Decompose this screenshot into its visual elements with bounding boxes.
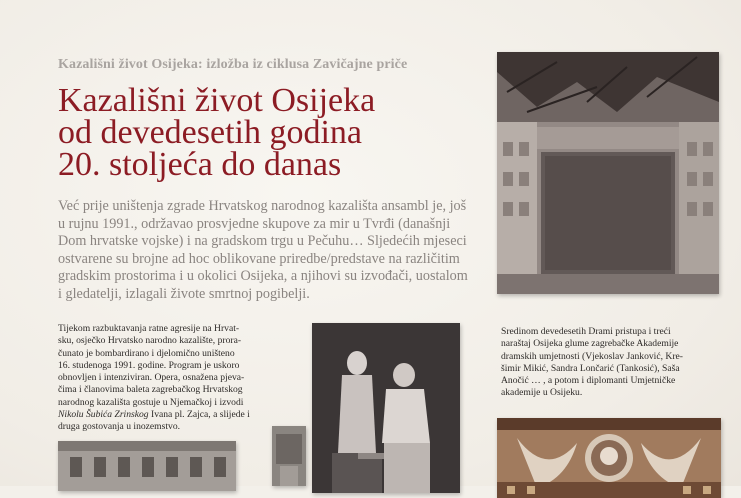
body-line: dramskih umjetnosti (Vjekoslav Janković, Kre- — [501, 350, 683, 362]
body-line: druga gostovanja u inozemstvo. — [58, 421, 181, 433]
opera-title: Nikolu Šubića Zrinskog — [58, 409, 149, 421]
title-line: od devedesetih godina — [58, 114, 363, 151]
body-line: obnovljen i intenziviran. Opera, osnažena pjeva- — [58, 372, 245, 384]
small-photo — [272, 426, 306, 486]
stage-performance-photo — [312, 323, 460, 493]
body-line: Sredinom devedesetih Drami pristupa i treći — [501, 326, 671, 337]
intro-line: ostvarene su brojne ad hoc oblikovane priredbe/predstave na različitim — [58, 250, 460, 267]
title-line: 20. stoljeća do danas — [58, 146, 342, 183]
body-line: sku, osječko Hrvatsko narodno kazalište, prora- — [58, 335, 242, 347]
theatre-facade-photo — [58, 441, 236, 491]
body-line: čima i članovima baleta zagrebačkog Hrvatskog — [58, 384, 243, 396]
body-line: akademije u Osijeku. — [501, 387, 583, 399]
body-line: šimir Mikić, Sandra Lončarić (Tankosić), Saša — [501, 362, 680, 374]
page-title — [58, 82, 488, 183]
ornate-ceiling-photo — [497, 418, 721, 498]
intro-paragraph — [58, 198, 478, 304]
body-line-rest: Ivana pl. Zajca, a slijede i — [148, 409, 250, 421]
title-line: Kazališni život Osijeka — [58, 82, 376, 119]
intro-line: i gledatelji, izlagali živote smrtnoj pogibelji. — [58, 285, 310, 302]
right-column-text — [501, 326, 716, 400]
body-line: Tijekom razbuktavanja ratne agresije na Hrvat- — [58, 323, 240, 334]
intro-line: gradskim prostorima i u okolici Osijeka, a njihovi su izvođači, uostalom — [58, 268, 468, 285]
left-column-text — [58, 323, 268, 434]
intro-line: Dom hrvatske vojske) i na gradskom trgu u Pečuhu… Sljedećih mjeseci — [58, 233, 467, 250]
body-line: narodnog kazališta gostuje u Njemačkoj i izvodi — [58, 396, 244, 408]
intro-line: Već prije uništenja zgrade Hrvatskog narodnog kazališta ansambl je, još — [58, 198, 467, 214]
body-line: Anočić … , a potom i diplomanti Umjetničke — [501, 375, 676, 387]
body-line: naraštaj Osijeka glume zagrebačke Akademije — [501, 338, 679, 350]
damaged-theatre-photo — [497, 52, 719, 294]
body-line: čunato je bombardirano i djelomično uništeno — [58, 347, 235, 359]
exhibition-subtitle: Kazališni život Osijeka: izložba iz ciklusa Zavičajne priče — [58, 57, 408, 72]
intro-line: u rujnu 1991., održavao prosvjedne skupove za mir u Tvrđi (današnji — [58, 215, 451, 232]
body-line — [58, 409, 268, 421]
body-line: 16. studenoga 1991. godine. Program je uskoro — [58, 359, 240, 371]
